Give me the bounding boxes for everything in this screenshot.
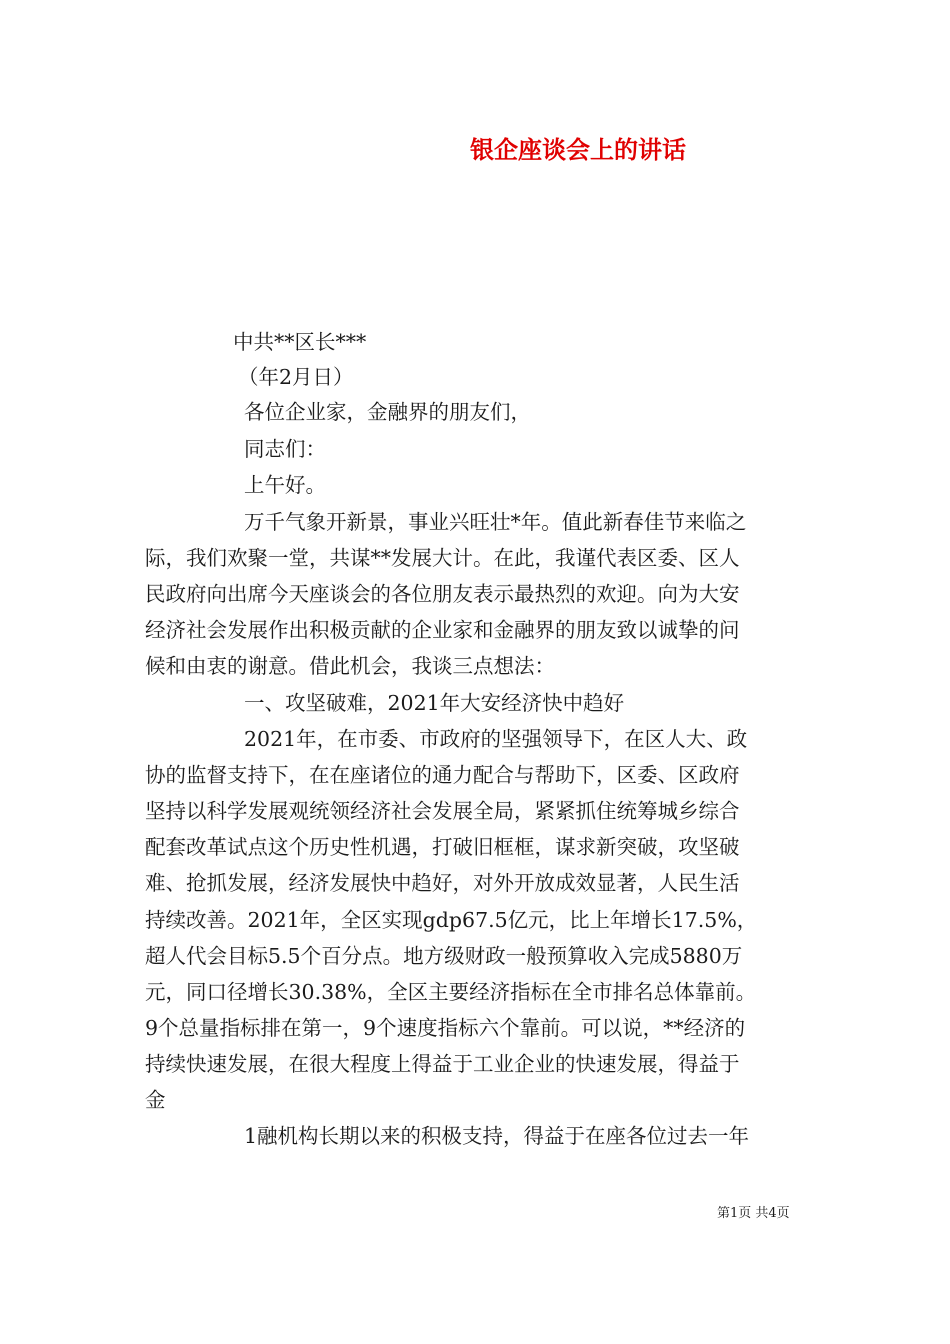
date-line: （年2月日） bbox=[238, 365, 354, 389]
author-line: 中共**区长*** bbox=[233, 330, 367, 354]
body-line: 超人代会目标5.5个百分点。地方级财政一般预算收入完成5880万 bbox=[145, 944, 743, 968]
body-line: 万千气象开新景，事业兴旺壮*年。值此新春佳节来临之 bbox=[244, 510, 747, 534]
document-title: 银企座谈会上的讲话 bbox=[470, 135, 686, 164]
greeting-line: 上午好。 bbox=[244, 473, 326, 497]
body-line: 协的监督支持下，在在座诸位的通力配合与帮助下，区委、区政府 bbox=[145, 763, 740, 787]
body-line: 9个总量指标排在第一，9个速度指标六个靠前。可以说，**经济的 bbox=[145, 1016, 746, 1040]
page-footer: 第1页 共4页 bbox=[717, 1206, 790, 1221]
body-line: 难、抢抓发展，经济发展快中趋好，对外开放成效显著，人民生活 bbox=[145, 871, 740, 895]
body-line: 配套改革试点这个历史性机遇，打破旧框框，谋求新突破，攻坚破 bbox=[145, 835, 740, 859]
body-line: 元，同口径增长30.38%，全区主要经济指标在全市排名总体靠前。 bbox=[145, 980, 757, 1004]
salutation-line: 各位企业家，金融界的朋友们， bbox=[244, 400, 531, 424]
section-heading: 一、攻坚破难，2021年大安经济快中趋好 bbox=[244, 691, 625, 715]
body-line: 际，我们欢聚一堂，共谋**发展大计。在此，我谨代表区委、区人 bbox=[145, 546, 740, 570]
body-line: 经济社会发展作出积极贡献的企业家和金融界的朋友致以诚挚的问 bbox=[145, 618, 740, 642]
body-line: 金 bbox=[145, 1088, 166, 1112]
body-line: 1融机构长期以来的积极支持，得益于在座各位过去一年 bbox=[244, 1124, 750, 1148]
body-line: 民政府向出席今天座谈会的各位朋友表示最热烈的欢迎。向为大安 bbox=[145, 582, 740, 606]
body-line: 持续快速发展，在很大程度上得益于工业企业的快速发展，得益于 bbox=[145, 1052, 740, 1076]
body-line: 2021年，在市委、市政府的坚强领导下，在区人大、政 bbox=[244, 727, 748, 751]
body-line: 坚持以科学发展观统领经济社会发展全局，紧紧抓住统筹城乡综合 bbox=[145, 799, 740, 823]
body-line: 持续改善。2021年，全区实现gdp67.5亿元，比上年增长17.5%， bbox=[145, 908, 758, 932]
salutation-line: 同志们： bbox=[244, 437, 326, 461]
body-line: 候和由衷的谢意。借此机会，我谈三点想法： bbox=[145, 654, 555, 678]
